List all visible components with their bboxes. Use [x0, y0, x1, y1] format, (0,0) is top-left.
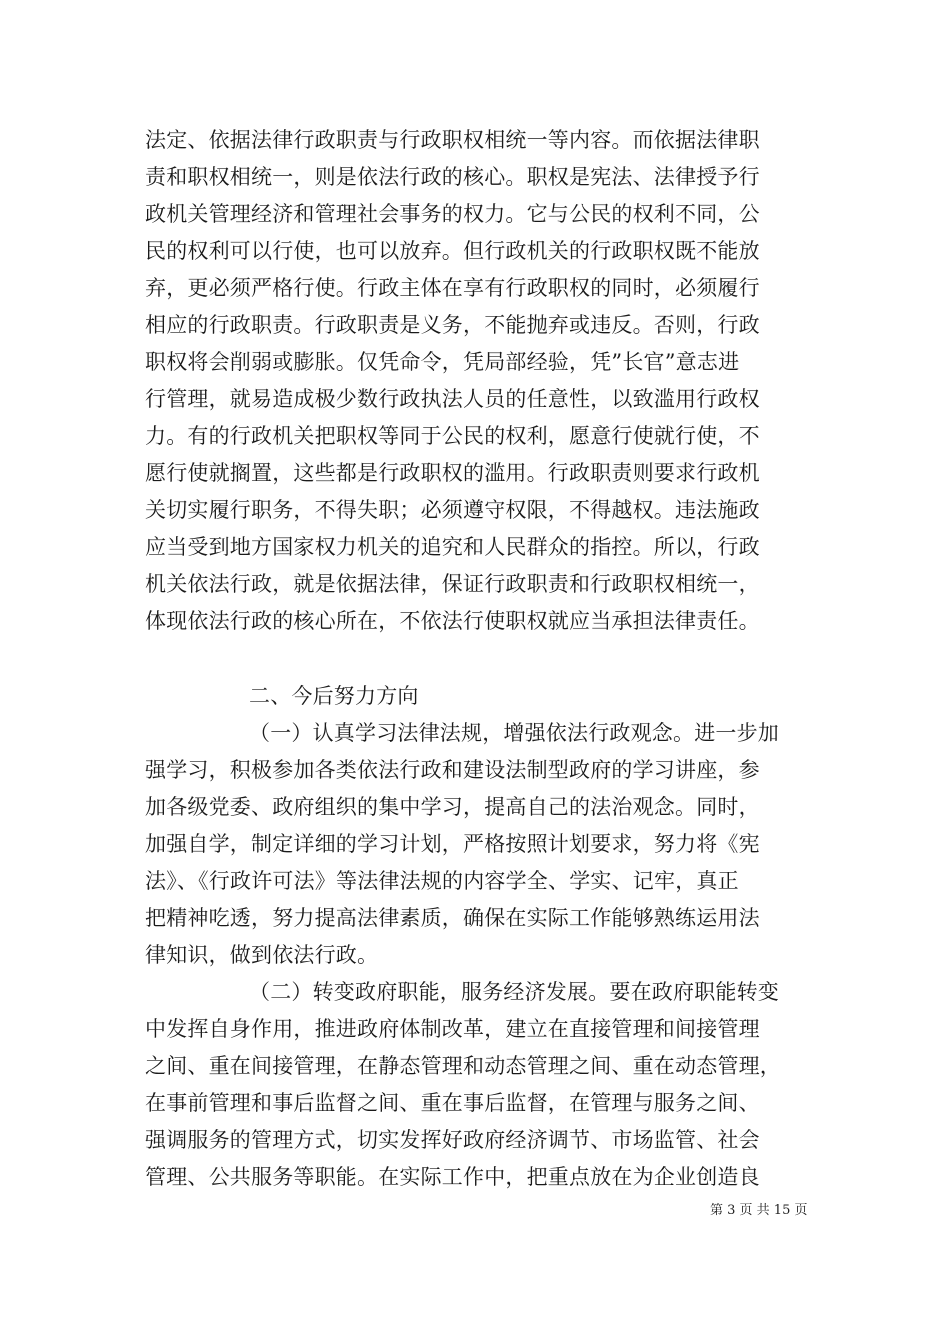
- paragraph-3-line: 中发挥自身作用，推进政府体制改革，建立在直接管理和间接管理: [145, 1017, 760, 1041]
- paragraph-1-line: 体现依法行政的核心所在，不依法行使职权就应当承担法律责任。: [145, 609, 760, 633]
- paragraph-3-line: 之间、重在间接管理，在静态管理和动态管理之间、重在动态管理，: [145, 1054, 781, 1078]
- section-heading: 二、今后努力方向: [249, 684, 419, 708]
- paragraph-3-line: （二）转变政府职能，服务经济发展。要在政府职能转变: [249, 980, 779, 1004]
- paragraph-1-line: 职权将会削弱或膨胀。仅凭命令，凭局部经验，凭”长官”意志进: [145, 350, 740, 374]
- paragraph-1-line: 行管理，就易造成极少数行政执法人员的任意性，以致滥用行政权: [145, 387, 760, 411]
- page-number-footer: 第 3 页 共 15 页: [710, 1203, 808, 1218]
- paragraph-1-line: 弃，更必须严格行使。行政主体在享有行政职权的同时，必须履行: [145, 276, 760, 300]
- paragraph-2-line: 律知识，做到依法行政。: [145, 943, 379, 967]
- paragraph-1-line: 法定、依据法律行政职责与行政职权相统一等内容。而依据法律职: [145, 128, 760, 152]
- paragraph-1-line: 民的权利可以行使，也可以放弃。但行政机关的行政职权既不能放: [145, 239, 760, 263]
- paragraph-1-line: 关切实履行职务，不得失职；必须遵守权限，不得越权。违法施政: [145, 498, 760, 522]
- paragraph-2-line: （一）认真学习法律法规，增强依法行政观念。进一步加: [249, 721, 779, 745]
- paragraph-3-line: 管理、公共服务等职能。在实际工作中，把重点放在为企业创造良: [145, 1165, 760, 1189]
- paragraph-2-line: 强学习，积极参加各类依法行政和建设法制型政府的学习讲座，参: [145, 758, 760, 782]
- paragraph-1-line: 愿行使就搁置，这些都是行政职权的滥用。行政职责则要求行政机: [145, 461, 760, 485]
- paragraph-1-line: 责和职权相统一，则是依法行政的核心。职权是宪法、法律授予行: [145, 165, 760, 189]
- paragraph-1-line: 相应的行政职责。行政职责是义务，不能抛弃或违反。否则，行政: [145, 313, 760, 337]
- paragraph-1-line: 应当受到地方国家权力机关的追究和人民群众的指控。所以，行政: [145, 535, 760, 559]
- paragraph-1-line: 政机关管理经济和管理社会事务的权力。它与公民的权利不同，公: [145, 202, 760, 226]
- paragraph-3-line: 强调服务的管理方式，切实发挥好政府经济调节、市场监管、社会: [145, 1128, 760, 1152]
- paragraph-2-line: 加强自学，制定详细的学习计划，严格按照计划要求，努力将《宪: [145, 832, 760, 856]
- paragraph-2-line: 加各级党委、政府组织的集中学习，提高自己的法治观念。同时，: [145, 795, 760, 819]
- paragraph-2-line: 把精神吃透，努力提高法律素质，确保在实际工作能够熟练运用法: [145, 906, 760, 930]
- paragraph-3-line: 在事前管理和事后监督之间、重在事后监督，在管理与服务之间、: [145, 1091, 760, 1115]
- paragraph-2-line: 法》、《行政许可法》等法律法规的内容学全、学实、记牢，真正: [145, 869, 739, 893]
- paragraph-1-line: 机关依法行政，就是依据法律，保证行政职责和行政职权相统一，: [145, 572, 760, 596]
- paragraph-1-line: 力。有的行政机关把职权等同于公民的权利，愿意行使就行使，不: [145, 424, 760, 448]
